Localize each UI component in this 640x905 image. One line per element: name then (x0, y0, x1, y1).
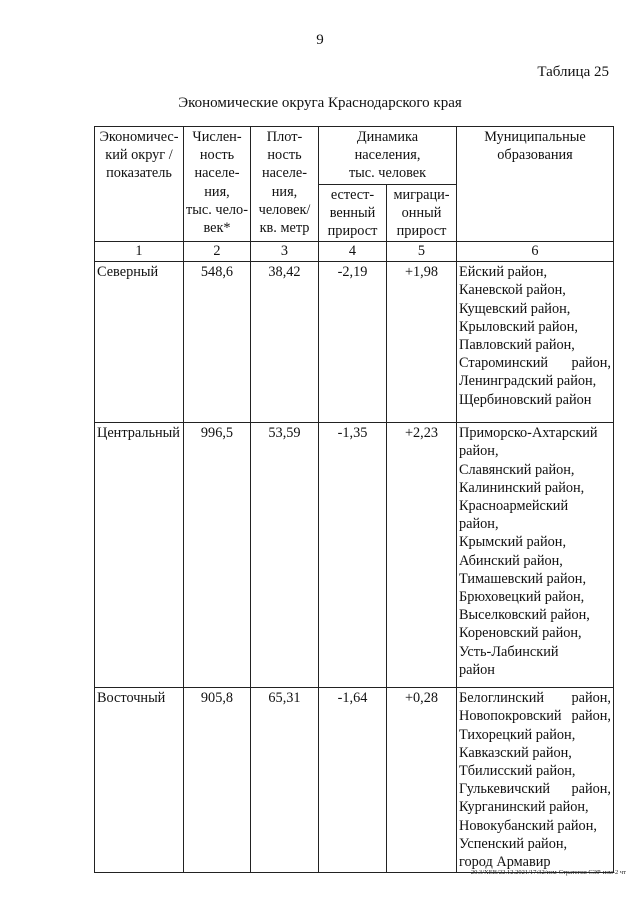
column-number: 2 (184, 242, 251, 262)
column-number: 3 (251, 242, 319, 262)
municipality-line: Крымский район, (459, 534, 567, 551)
header-line: показатель (106, 165, 172, 182)
document-footer: 20.3/ХЕВ/22.12.2021/17:32/изм-Стратегия СЭР-изм-2 чт (470, 869, 626, 876)
municipality-line: город Армавир (459, 854, 551, 871)
header-line: кий округ / (105, 147, 173, 164)
column-number: 5 (387, 242, 457, 262)
municipality-line: Павловский район, (459, 337, 575, 354)
population-value: 996,5 (184, 423, 251, 688)
header-line: кв. метр (259, 220, 310, 237)
header-line: миграци- (393, 186, 450, 203)
header-natural (319, 184, 387, 242)
municipality-line: Ейский район, (459, 264, 548, 281)
district-name: Восточный (95, 688, 184, 873)
municipality-line: Новопокровский район, (459, 708, 611, 725)
municipality-line: Кореновский район, (459, 625, 582, 642)
header-line: прирост (396, 223, 447, 240)
municipality-line: Щербиновский район (459, 391, 592, 408)
municipality-line: район (459, 661, 495, 678)
municipality-line: Выселковский район, (459, 607, 590, 624)
municipality-line: Тимашевский район, (459, 570, 587, 587)
population-value: 905,8 (184, 688, 251, 873)
table-header-row (95, 127, 614, 185)
municipality-line: Успенский район, (459, 835, 568, 852)
natural-growth-value: -1,64 (319, 688, 387, 873)
municipality-line: Кущевский район, (459, 300, 571, 317)
municipality-line: район, (459, 516, 499, 533)
natural-growth-value: -1,35 (319, 423, 387, 688)
density-value: 65,31 (251, 688, 319, 873)
municipality-line: Абинский район, (459, 552, 563, 569)
header-line: Плот- (266, 129, 303, 145)
header-line: ния, (204, 183, 230, 200)
municipalities-list (457, 262, 614, 423)
page-number: 9 (316, 32, 324, 48)
density-value: 38,42 (251, 262, 319, 423)
header-line: венный (329, 204, 376, 221)
header-line: век* (203, 220, 231, 237)
header-density (251, 127, 319, 242)
header-line: ния, (271, 183, 298, 200)
header-line: человек/ (258, 201, 311, 218)
header-migration (387, 184, 457, 242)
migration-growth-value: +0,28 (387, 688, 457, 873)
municipality-line: Красноармейский (459, 498, 569, 515)
municipality-line: Белоглинский район, (459, 690, 611, 707)
municipality-line: Брюховецкий район, (459, 589, 585, 606)
table-label: Таблица 25 (537, 64, 609, 80)
municipality-line: Гулькевичский район, (459, 781, 611, 798)
table-title: Экономические округа Краснодарского края (178, 95, 462, 111)
header-line: прирост (327, 223, 378, 240)
header-line: населе- (194, 165, 240, 182)
header-line: населе- (261, 165, 308, 182)
municipality-line: Славянский район, (459, 461, 575, 478)
header-line: Муниципальные (484, 129, 586, 145)
header-line: тыс. чело- (186, 201, 248, 218)
column-number-row (95, 242, 614, 262)
header-line: образования (497, 147, 573, 164)
municipality-line: Тбилисский район, (459, 763, 576, 780)
municipality-line: Калининский район, (459, 479, 585, 496)
migration-growth-value: +1,98 (387, 262, 457, 423)
municipalities-list (457, 423, 614, 688)
district-name: Центральный (95, 423, 184, 688)
header-dynamics (319, 127, 457, 185)
municipality-line: Кавказский район, (459, 744, 572, 761)
municipality-line: Новокубанский район, (459, 817, 597, 834)
municipality-line: Приморско-Ахтарский (459, 425, 598, 442)
density-value: 53,59 (251, 423, 319, 688)
district-name: Северный (95, 262, 184, 423)
header-district (95, 127, 184, 242)
natural-growth-value: -2,19 (319, 262, 387, 423)
municipality-line: Староминский район, (459, 355, 611, 372)
municipality-line: Тихорецкий район, (459, 726, 576, 743)
header-municipalities (457, 127, 614, 242)
districts-table (94, 126, 614, 873)
table-row (95, 688, 614, 873)
municipality-line: Ленинградский район, (459, 373, 597, 390)
municipality-line: Крыловский район, (459, 318, 578, 335)
header-population (184, 127, 251, 242)
header-line: населения, (354, 147, 421, 164)
header-line: Динамика (356, 129, 419, 145)
header-line: тыс. человек (348, 165, 427, 182)
header-line: Числен- (192, 129, 242, 145)
column-number: 4 (319, 242, 387, 262)
municipality-line: Каневской район, (459, 282, 566, 299)
municipality-line: район, (459, 443, 499, 460)
column-number: 6 (457, 242, 614, 262)
municipality-line: Курганинский район, (459, 799, 589, 816)
table-row (95, 423, 614, 688)
column-number: 1 (95, 242, 184, 262)
municipalities-list (457, 688, 614, 873)
table-row (95, 262, 614, 423)
municipality-line: Усть-Лабинский (459, 643, 559, 660)
header-line: ность (267, 147, 302, 164)
header-line: Экономичес- (99, 129, 179, 145)
population-value: 548,6 (184, 262, 251, 423)
header-line: ность (199, 147, 235, 164)
header-line: естест- (330, 186, 375, 203)
migration-growth-value: +2,23 (387, 423, 457, 688)
header-line: онный (401, 204, 442, 221)
